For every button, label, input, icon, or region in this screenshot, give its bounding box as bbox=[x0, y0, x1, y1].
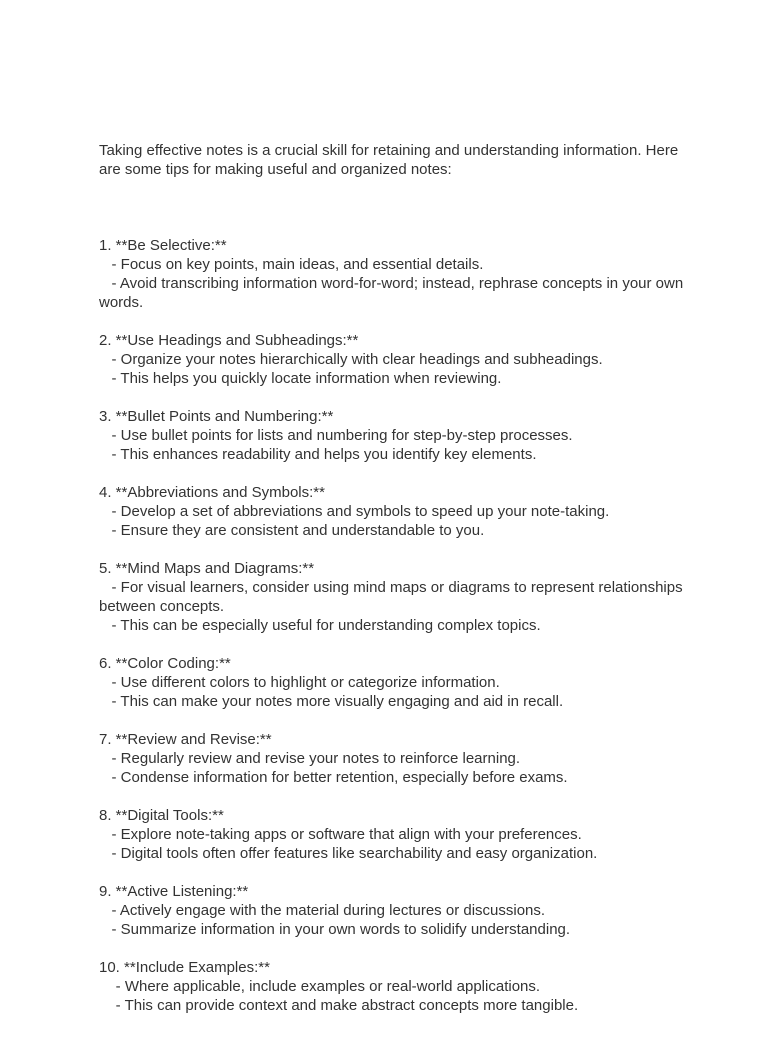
tip-detail-line: - Avoid transcribing information word-for-word; instead, rephrase concepts in your own words. bbox=[99, 275, 688, 311]
tip-section bbox=[99, 407, 689, 464]
tip-detail-line: - This can make your notes more visually engaging and aid in recall. bbox=[99, 693, 564, 710]
tips-list bbox=[99, 236, 689, 1015]
tip-heading: 7. **Review and Revise:** bbox=[99, 731, 272, 748]
tip-heading: 3. **Bullet Points and Numbering:** bbox=[99, 408, 334, 425]
tip-heading: 4. **Abbreviations and Symbols:** bbox=[99, 484, 325, 501]
tip-detail-line: - Explore note-taking apps or software that align with your preferences. bbox=[99, 826, 582, 843]
tip-heading: 5. **Mind Maps and Diagrams:** bbox=[99, 560, 315, 577]
tip-heading: 9. **Active Listening:** bbox=[99, 883, 249, 900]
tip-detail-line: - Focus on key points, main ideas, and essential details. bbox=[99, 256, 484, 273]
tip-detail-line: - Develop a set of abbreviations and symbols to speed up your note-taking. bbox=[99, 503, 610, 520]
tip-detail-line: - Use different colors to highlight or categorize information. bbox=[99, 674, 500, 691]
tip-section bbox=[99, 331, 689, 388]
tip-section bbox=[99, 882, 689, 939]
tip-section bbox=[99, 236, 689, 312]
tip-detail-line: - Where applicable, include examples or real-world applications. bbox=[99, 978, 541, 995]
tip-detail-line: - Ensure they are consistent and understandable to you. bbox=[99, 522, 485, 539]
tip-detail-line: - Use bullet points for lists and numbering for step-by-step processes. bbox=[99, 427, 573, 444]
tip-detail-line: - Regularly review and revise your notes to reinforce learning. bbox=[99, 750, 521, 767]
tip-detail-line: - This helps you quickly locate information when reviewing. bbox=[99, 370, 502, 387]
tip-section bbox=[99, 730, 689, 787]
tip-heading: 8. **Digital Tools:** bbox=[99, 807, 224, 824]
tip-section bbox=[99, 958, 689, 1015]
tip-heading: 6. **Color Coding:** bbox=[99, 655, 231, 672]
tip-detail-line: - Summarize information in your own words to solidify understanding. bbox=[99, 921, 571, 938]
tip-section bbox=[99, 806, 689, 863]
tip-detail-line: - For visual learners, consider using mind maps or diagrams to represent relationships between concepts. bbox=[99, 579, 687, 615]
tip-section bbox=[99, 483, 689, 540]
tip-detail-line: - This enhances readability and helps you identify key elements. bbox=[99, 446, 537, 463]
tip-detail-line: - Actively engage with the material during lectures or discussions. bbox=[99, 902, 546, 919]
tip-heading: 1. **Be Selective:** bbox=[99, 237, 227, 254]
tip-heading: 2. **Use Headings and Subheadings:** bbox=[99, 332, 359, 349]
tip-heading: 10. **Include Examples:** bbox=[99, 959, 270, 976]
tip-section bbox=[99, 559, 689, 635]
tip-detail-line: - This can be especially useful for understanding complex topics. bbox=[99, 617, 541, 634]
tip-detail-line: - Organize your notes hierarchically with clear headings and subheadings. bbox=[99, 351, 603, 368]
tip-detail-line: - Digital tools often offer features like searchability and easy organization. bbox=[99, 845, 598, 862]
intro-paragraph: Taking effective notes is a crucial skill for retaining and understanding information. Here are some tips for making useful and organized notes: bbox=[99, 142, 683, 178]
tip-detail-line: - This can provide context and make abstract concepts more tangible. bbox=[99, 997, 579, 1014]
tip-section bbox=[99, 654, 689, 711]
tip-detail-line: - Condense information for better retention, especially before exams. bbox=[99, 769, 568, 786]
document-body bbox=[99, 103, 689, 1053]
